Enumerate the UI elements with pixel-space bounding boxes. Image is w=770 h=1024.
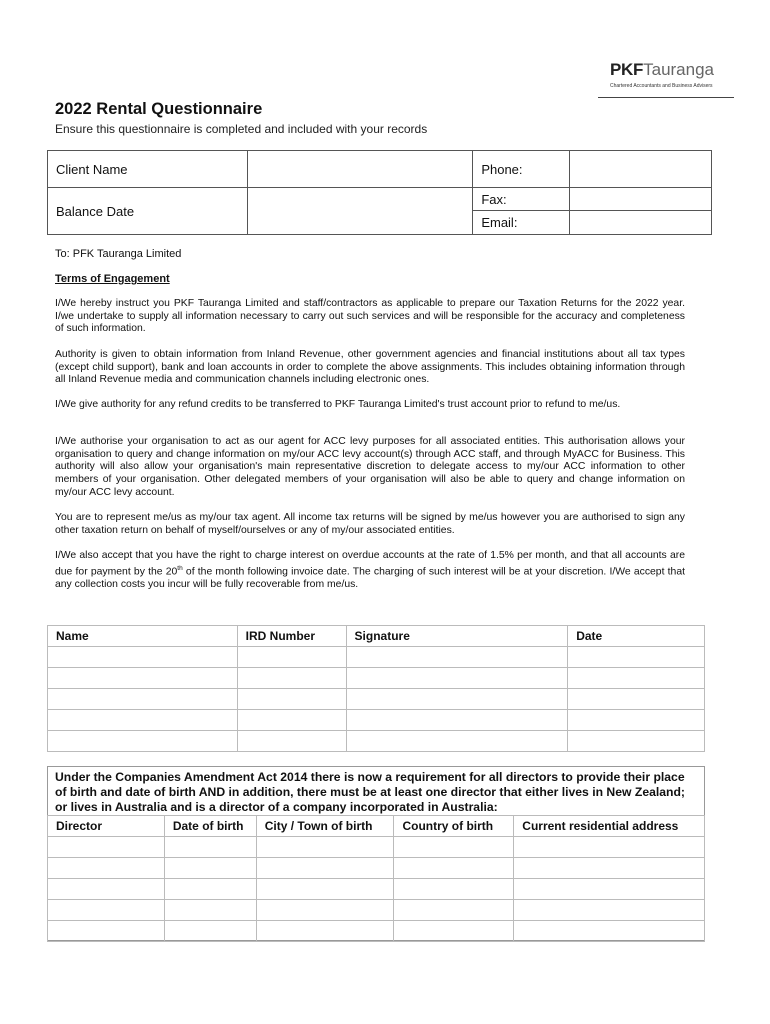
directors-header-dob: Date of birth [164, 816, 256, 837]
logo-location: Tauranga [643, 60, 714, 79]
client-name-field[interactable] [247, 151, 473, 188]
terms-paragraph-6 [55, 550, 685, 592]
logo-tagline: Chartered Accountants and Business Advisers [610, 83, 713, 89]
signature-cell[interactable] [346, 731, 568, 752]
signature-header-ird: IRD Number [237, 626, 346, 647]
fax-label: Fax: [473, 188, 570, 211]
signature-cell[interactable] [346, 710, 568, 731]
terms-paragraph-1: I/We hereby instruct you PKF Tauranga Limited and staff/contractors as applicable to prepare our Taxation Returns for the 2022 year. I/we undertake to supply all information necessary to carry out such services and will be responsible for the accuracy and completeness of such information. [55, 298, 685, 335]
phone-field[interactable] [570, 151, 712, 188]
terms-paragraph-3: I/We give authority for any refund credits to be transferred to PKF Tauranga Limited's trust account prior to refund to me/us. [55, 399, 621, 410]
dob-cell[interactable] [164, 900, 256, 921]
balance-date-field[interactable] [247, 188, 473, 235]
pkf-logo [610, 60, 735, 89]
terms-paragraph-2: Authority is given to obtain information from Inland Revenue, other government agencies and financial institutions about all tax types (except child support), bank and loan accounts in order to complete the above assignments. This includes obtaining information through all Inland Revenue media and communication channels including electronic ones. [55, 349, 685, 386]
country-cell[interactable] [394, 858, 514, 879]
city-cell[interactable] [256, 900, 394, 921]
date-cell[interactable] [568, 668, 705, 689]
name-cell[interactable] [48, 668, 238, 689]
terms-heading: Terms of Engagement [55, 273, 170, 285]
header-divider [598, 97, 734, 98]
dob-cell[interactable] [164, 921, 256, 942]
signature-cell[interactable] [346, 689, 568, 710]
date-cell[interactable] [568, 710, 705, 731]
table-row [48, 689, 705, 710]
terms-paragraph-5: You are to represent me/us as my/our tax agent. All income tax returns will be signed by me/us however you are authorised to sign any other taxation return on behalf of myself/ourselves or any of my/our associated entities. [55, 512, 685, 536]
balance-date-label: Balance Date [48, 188, 248, 235]
signature-header-date: Date [568, 626, 705, 647]
directors-requirement-note: Under the Companies Amendment Act 2014 there is now a requirement for all directors to provide their place of birth and date of birth AND in addition, there must be at least one director that either lives in New Zealand; or lives in Australia and is a director of a company incorporated in Australia: [55, 770, 685, 814]
name-cell[interactable] [48, 710, 238, 731]
table-row [48, 731, 705, 752]
city-cell[interactable] [256, 921, 394, 942]
page-subtitle: Ensure this questionnaire is completed and included with your records [55, 122, 428, 136]
table-row [48, 879, 705, 900]
table-row [48, 837, 705, 858]
dob-cell[interactable] [164, 858, 256, 879]
country-cell[interactable] [394, 900, 514, 921]
address-cell[interactable] [514, 858, 705, 879]
country-cell[interactable] [394, 921, 514, 942]
address-cell[interactable] [514, 921, 705, 942]
director-cell[interactable] [48, 858, 165, 879]
signature-header-signature: Signature [346, 626, 568, 647]
country-cell[interactable] [394, 837, 514, 858]
ird-cell[interactable] [237, 710, 346, 731]
table-row [48, 647, 705, 668]
table-row [48, 900, 705, 921]
directors-table [47, 815, 705, 942]
city-cell[interactable] [256, 879, 394, 900]
name-cell[interactable] [48, 689, 238, 710]
interest-superscript: th [177, 564, 183, 572]
ird-cell[interactable] [237, 689, 346, 710]
address-cell[interactable] [514, 879, 705, 900]
date-cell[interactable] [568, 647, 705, 668]
email-field[interactable] [570, 211, 712, 235]
country-cell[interactable] [394, 879, 514, 900]
directors-header-address: Current residential address [514, 816, 705, 837]
client-details-table [47, 150, 712, 235]
director-cell[interactable] [48, 879, 165, 900]
address-cell[interactable] [514, 837, 705, 858]
table-row [48, 858, 705, 879]
table-row [48, 668, 705, 689]
city-cell[interactable] [256, 858, 394, 879]
dob-cell[interactable] [164, 837, 256, 858]
dob-cell[interactable] [164, 879, 256, 900]
page-title: 2022 Rental Questionnaire [55, 100, 263, 118]
table-row [48, 710, 705, 731]
ird-cell[interactable] [237, 647, 346, 668]
name-cell[interactable] [48, 647, 238, 668]
signature-cell[interactable] [346, 668, 568, 689]
email-label: Email: [473, 211, 570, 235]
ird-cell[interactable] [237, 668, 346, 689]
address-cell[interactable] [514, 900, 705, 921]
director-cell[interactable] [48, 837, 165, 858]
directors-header-director: Director [48, 816, 165, 837]
signature-header-name: Name [48, 626, 238, 647]
table-row [48, 921, 705, 942]
interest-text-start: I/We also accept that you have the right to charge interest on overdue accounts at the rate of 1.5% per month, and that all accounts are due for payment by the 20 [55, 550, 685, 578]
name-cell[interactable] [48, 731, 238, 752]
date-cell[interactable] [568, 689, 705, 710]
directors-header-country: Country of birth [394, 816, 514, 837]
addressee-line: To: PFK Tauranga Limited [55, 248, 182, 260]
signature-cell[interactable] [346, 647, 568, 668]
signature-table [47, 625, 705, 752]
directors-header-city: City / Town of birth [256, 816, 394, 837]
fax-field[interactable] [570, 188, 712, 211]
date-cell[interactable] [568, 731, 705, 752]
client-name-label: Client Name [48, 151, 248, 188]
director-cell[interactable] [48, 921, 165, 942]
phone-label: Phone: [473, 151, 570, 188]
interest-text-end: of the month following invoice date. The charging of such interest will be at your discretion. I/We accept that any collection costs you incur will be fully recoverable from me/us. [55, 566, 685, 590]
city-cell[interactable] [256, 837, 394, 858]
director-cell[interactable] [48, 900, 165, 921]
ird-cell[interactable] [237, 731, 346, 752]
logo-brand: PKF [610, 60, 644, 79]
terms-paragraph-4: I/We authorise your organisation to act as our agent for ACC levy purposes for all associated entities. This authorisation allows your organisation to query and change information on my/our ACC levy account(s) through ACC staff, and through MyACC for Business. This authority will also allow your organisation's main representative discretion to delegate access to my/our ACC information to other members of your organisation. Other delegated members of your organisation will also be able to query and change information on my/our ACC levy account. [55, 436, 685, 498]
